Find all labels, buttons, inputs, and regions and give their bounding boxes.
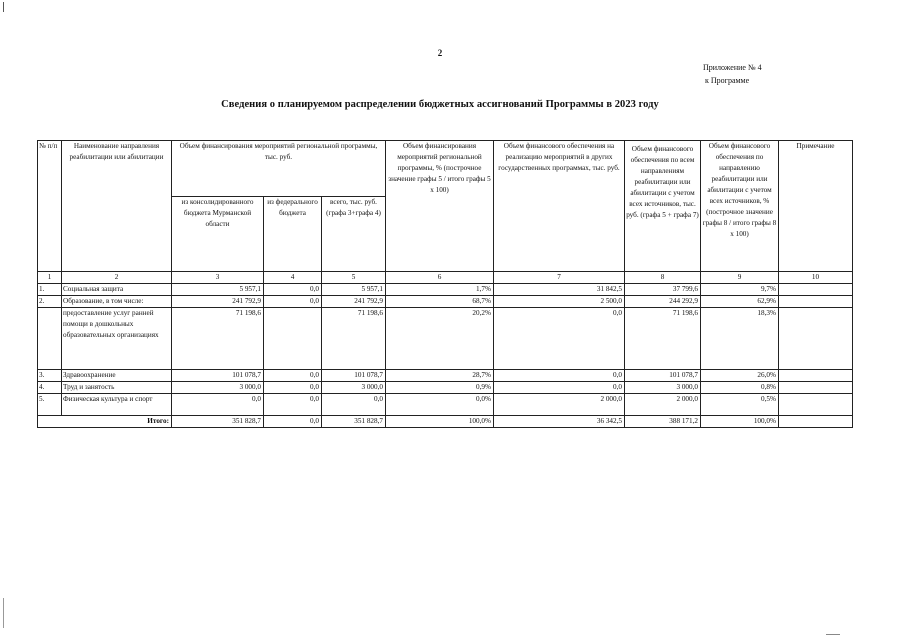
column-number: 9 xyxy=(701,272,779,284)
cell-col6: 0,9% xyxy=(386,382,494,394)
table-row xyxy=(38,296,853,308)
row-name: Образование, в том числе: xyxy=(62,296,172,308)
cell-col5: 241 792,9 xyxy=(322,296,386,308)
total-col4: 0,0 xyxy=(264,416,322,428)
budget-table xyxy=(37,140,853,428)
column-number: 7 xyxy=(494,272,625,284)
cell-col9: 0,5% xyxy=(701,394,779,416)
cell-note xyxy=(779,370,853,382)
header-col1: № п/п xyxy=(38,141,62,272)
column-number: 4 xyxy=(264,272,322,284)
table-row xyxy=(38,370,853,382)
cell-col7: 2 500,0 xyxy=(494,296,625,308)
scan-mark-top-left xyxy=(3,2,4,12)
cell-col6: 1,7% xyxy=(386,284,494,296)
cell-col3: 3 000,0 xyxy=(172,382,264,394)
total-col7: 36 342,5 xyxy=(494,416,625,428)
cell-col4: 0,0 xyxy=(264,284,322,296)
cell-col6: 28,7% xyxy=(386,370,494,382)
cell-col6: 0,0% xyxy=(386,394,494,416)
cell-col3: 71 198,6 xyxy=(172,308,264,370)
cell-col9: 62,9% xyxy=(701,296,779,308)
header-col6: Объем финансирования мероприятий региональной программы, % (построчное значение графы 5 / итого графы 5 х 100) xyxy=(386,141,494,272)
cell-col8: 2 000,0 xyxy=(625,394,701,416)
cell-col8: 37 799,6 xyxy=(625,284,701,296)
appendix-note xyxy=(703,61,762,87)
total-row xyxy=(38,416,853,428)
page-number: 2 xyxy=(437,48,443,58)
scan-mark-bottom-left xyxy=(3,598,4,628)
total-col5: 351 828,7 xyxy=(322,416,386,428)
row-name: Физическая культура и спорт xyxy=(62,394,172,416)
header-col8: Объем финансового обеспечения по всем направлениям реабилитации или абилитации с учетом всех источников, тыс. руб. (графа 5 + графа 7) xyxy=(625,141,701,272)
cell-col3: 241 792,9 xyxy=(172,296,264,308)
cell-col3: 0,0 xyxy=(172,394,264,416)
total-col9: 100,0% xyxy=(701,416,779,428)
cell-col4 xyxy=(264,308,322,370)
scan-mark-bottom-right xyxy=(826,634,840,635)
row-number: 2. xyxy=(38,296,62,308)
cell-col7: 0,0 xyxy=(494,382,625,394)
header-col3: из консолидированного бюджета Мурманской области xyxy=(172,197,264,272)
cell-note xyxy=(779,308,853,370)
table-row xyxy=(38,394,853,416)
row-number xyxy=(38,308,62,370)
cell-col4: 0,0 xyxy=(264,296,322,308)
column-number: 8 xyxy=(625,272,701,284)
row-number: 1. xyxy=(38,284,62,296)
header-col4: из федерального бюджета xyxy=(264,197,322,272)
cell-col5: 0,0 xyxy=(322,394,386,416)
cell-col3: 5 957,1 xyxy=(172,284,264,296)
cell-col8: 244 292,9 xyxy=(625,296,701,308)
column-number: 2 xyxy=(62,272,172,284)
cell-col9: 18,3% xyxy=(701,308,779,370)
table-row xyxy=(38,308,853,370)
header-col10: Примечание xyxy=(779,141,853,272)
cell-col4: 0,0 xyxy=(264,370,322,382)
cell-col8: 71 198,6 xyxy=(625,308,701,370)
cell-col5: 101 078,7 xyxy=(322,370,386,382)
cell-col9: 0,8% xyxy=(701,382,779,394)
cell-col7: 2 000,0 xyxy=(494,394,625,416)
total-col3: 351 828,7 xyxy=(172,416,264,428)
cell-col7: 0,0 xyxy=(494,308,625,370)
cell-col7: 31 842,5 xyxy=(494,284,625,296)
cell-col8: 3 000,0 xyxy=(625,382,701,394)
cell-col6: 20,2% xyxy=(386,308,494,370)
cell-col6: 68,7% xyxy=(386,296,494,308)
cell-note xyxy=(779,296,853,308)
table-row xyxy=(38,382,853,394)
appendix-line-2: к Программе xyxy=(705,76,750,85)
column-number: 6 xyxy=(386,272,494,284)
column-number: 1 xyxy=(38,272,62,284)
cell-col8: 101 078,7 xyxy=(625,370,701,382)
cell-col7: 0,0 xyxy=(494,370,625,382)
row-number: 4. xyxy=(38,382,62,394)
cell-note xyxy=(779,394,853,416)
cell-col9: 9,7% xyxy=(701,284,779,296)
row-number: 3. xyxy=(38,370,62,382)
row-name: Здравоохранение xyxy=(62,370,172,382)
total-col6: 100,0% xyxy=(386,416,494,428)
column-number: 3 xyxy=(172,272,264,284)
cell-col4: 0,0 xyxy=(264,394,322,416)
header-col7: Объем финансового обеспечения на реализацию мероприятий в других государственных программах, тыс. руб. xyxy=(494,141,625,272)
row-name: Социальная защита xyxy=(62,284,172,296)
header-col345: Объем финансирования мероприятий региональной программы, тыс. руб. xyxy=(172,141,386,197)
header-col9: Объем финансового обеспечения по направлению реабилитации или абилитации с учетом всех источников, % (построчное значение графы 8 / итого графы 8 х 100) xyxy=(701,141,779,272)
cell-col3: 101 078,7 xyxy=(172,370,264,382)
row-number: 5. xyxy=(38,394,62,416)
column-number: 10 xyxy=(779,272,853,284)
document-title: Сведения о планируемом распределении бюджетных ассигнований Программы в 2023 году xyxy=(221,99,659,110)
total-label: Итого: xyxy=(38,416,172,428)
table-row xyxy=(38,284,853,296)
row-name: Труд и занятость xyxy=(62,382,172,394)
appendix-line-1: Приложение № 4 xyxy=(703,63,762,72)
cell-col5: 71 198,6 xyxy=(322,308,386,370)
header-col5: всего, тыс. руб. (графа 3+графа 4) xyxy=(322,197,386,272)
cell-note xyxy=(779,382,853,394)
cell-col4: 0,0 xyxy=(264,382,322,394)
header-col2: Наименование направления реабилитации или абилитации xyxy=(62,141,172,272)
row-name: предоставление услуг ранней помощи в дошкольных образовательных организациях xyxy=(62,308,172,370)
column-number: 5 xyxy=(322,272,386,284)
column-numbers-row xyxy=(38,272,853,284)
cell-col9: 26,0% xyxy=(701,370,779,382)
total-note xyxy=(779,416,853,428)
cell-col5: 3 000,0 xyxy=(322,382,386,394)
total-col8: 388 171,2 xyxy=(625,416,701,428)
cell-col5: 5 957,1 xyxy=(322,284,386,296)
cell-note xyxy=(779,284,853,296)
